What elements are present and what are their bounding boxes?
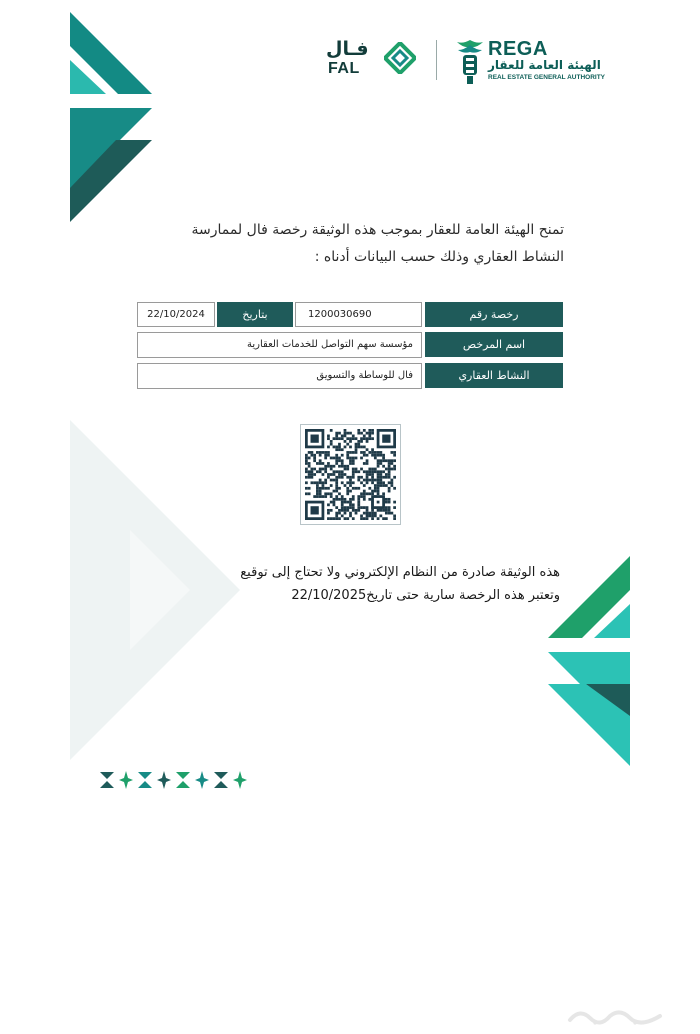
haraj-watermark-icon [565, 1004, 665, 1026]
logo-divider [436, 40, 437, 80]
fal-logo [322, 38, 422, 80]
licensee-text: مؤسسة سهم التواصل للخدمات العقارية [246, 339, 413, 350]
intro-line-1: تمنح الهيئة العامة للعقار بموجب هذه الوثيقة رخصة فال لممارسة [191, 222, 564, 238]
ornament-mark [138, 772, 152, 788]
top-left-chevron-decoration [68, 12, 154, 224]
ornament-mark [195, 771, 209, 789]
license-date-label-text: بتاريخ [242, 308, 268, 321]
licensee-label [425, 332, 563, 357]
license-date-label [217, 302, 293, 327]
license-number-value [295, 302, 422, 327]
ornament-pattern [100, 770, 250, 790]
fal-diamond-icon [384, 42, 416, 74]
ornament-mark [100, 772, 114, 788]
licensee-label-text: اسم المرخص [462, 338, 526, 351]
activity-text: فال للوساطة والتسويق [316, 370, 413, 381]
license-number-text: 1200030690 [308, 309, 372, 320]
rega-logo [455, 38, 615, 88]
activity-label-text: النشاط العقاري [458, 369, 530, 382]
activity-value [137, 363, 422, 389]
fal-name-arabic: فـال [326, 38, 369, 60]
intro-statement [124, 217, 564, 271]
ornament-mark [214, 772, 228, 788]
license-date-text: 22/10/2024 [147, 309, 205, 320]
license-date-value [137, 302, 215, 327]
validity-date: 22/10/2025 [291, 588, 367, 603]
ornament-mark [119, 771, 133, 789]
intro-line-2: النشاط العقاري وذلك حسب البيانات أدناه : [314, 249, 564, 265]
fal-name-english: FAL [328, 60, 360, 77]
qr-code-frame [300, 424, 401, 525]
validity-line-2 [140, 584, 560, 607]
validity-prefix: وتعتبر هذه الرخصة سارية حتى تاريخ [366, 588, 560, 603]
palm-emblem-icon [455, 38, 485, 88]
ornament-mark [157, 771, 171, 789]
rega-name: REGA [488, 38, 548, 60]
licensee-value [137, 332, 422, 358]
license-number-label-text: رخصة رقم [469, 308, 519, 321]
qr-code-icon [305, 429, 396, 520]
validity-line-1: هذه الوثيقة صادرة من النظام الإلكتروني ولا تحتاج إلى توقيع [240, 565, 560, 580]
license-number-label [425, 302, 563, 327]
rega-name-english: REAL ESTATE GENERAL AUTHORITY [488, 74, 606, 81]
rega-name-arabic: الهيئة العامة للعقار [488, 58, 601, 72]
ornament-mark [233, 771, 247, 789]
activity-label [425, 363, 563, 388]
validity-statement [140, 561, 560, 607]
ornament-mark [176, 772, 190, 788]
